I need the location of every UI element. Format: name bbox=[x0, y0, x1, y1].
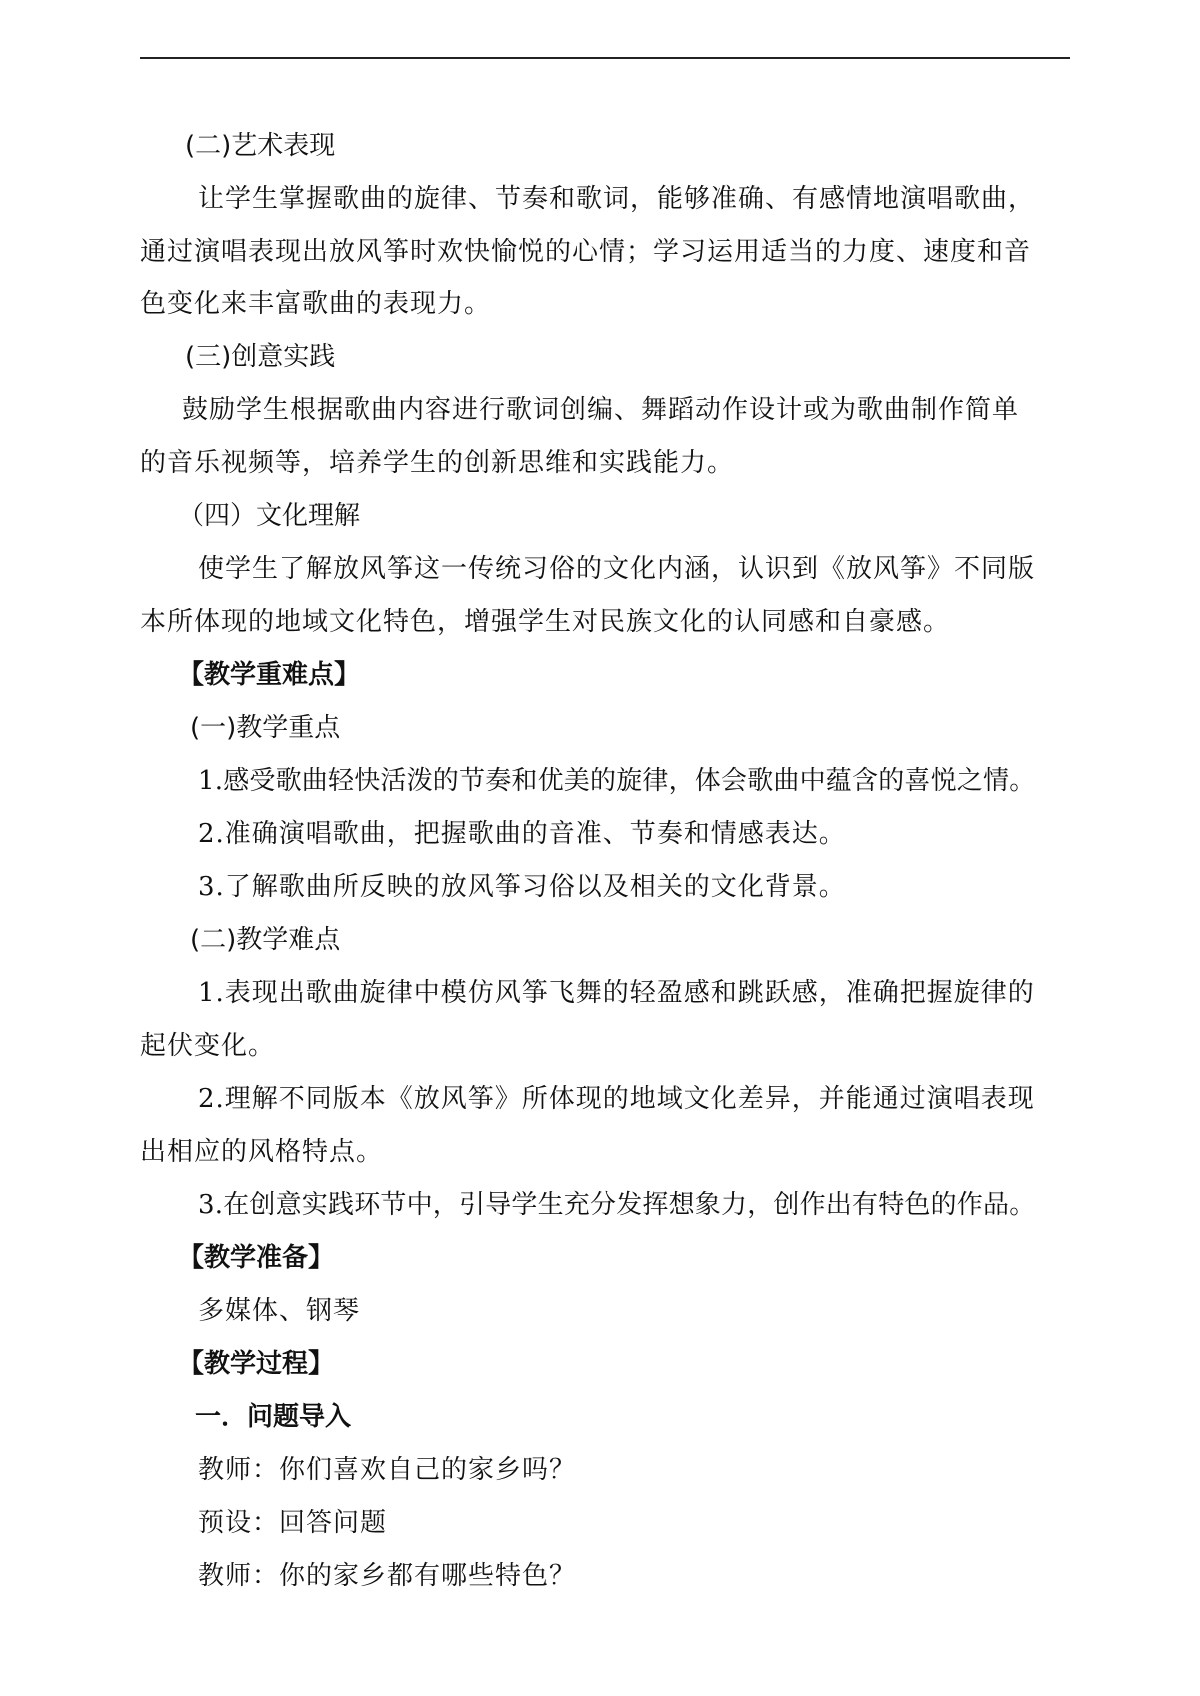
list-item: 2.准确演唱歌曲，把握歌曲的音准、节奏和情感表达。 bbox=[198, 819, 846, 849]
preparation-text: 多媒体、钢琴 bbox=[198, 1296, 361, 1326]
heading-problem-intro: 一．问题导入 bbox=[195, 1402, 352, 1432]
list-item: 1.表现出歌曲旋律中模仿风筝飞舞的轻盈感和跳跃感，准确把握旋律的 bbox=[198, 978, 1035, 1008]
paragraph-line: 的音乐视频等，培养学生的创新思维和实践能力。 bbox=[140, 448, 735, 478]
paragraph-line: 通过演唱表现出放风筝时欢快愉悦的心情；学习运用适当的力度、速度和音 bbox=[140, 237, 1032, 267]
heading-key-difficult: 【教学重难点】 bbox=[178, 660, 361, 690]
heading-process: 【教学过程】 bbox=[178, 1349, 335, 1379]
list-item: 3.在创意实践环节中，引导学生充分发挥想象力，创作出有特色的作品。 bbox=[198, 1190, 1036, 1220]
list-item: 1.感受歌曲轻快活泼的节奏和优美的旋律，体会歌曲中蕴含的喜悦之情。 bbox=[198, 766, 1036, 796]
header-rule bbox=[140, 57, 1070, 59]
paragraph-line: 色变化来丰富歌曲的表现力。 bbox=[140, 289, 492, 319]
section-heading-cultural-understanding: （四）文化理解 bbox=[178, 501, 361, 531]
list-item: 3.了解歌曲所反映的放风筝习俗以及相关的文化背景。 bbox=[198, 872, 846, 902]
paragraph-line: 本所体现的地域文化特色，增强学生对民族文化的认同感和自豪感。 bbox=[140, 607, 951, 637]
list-item: 2.理解不同版本《放风筝》所体现的地域文化差异，并能通过演唱表现 bbox=[198, 1084, 1035, 1114]
list-item-continuation: 起伏变化。 bbox=[140, 1031, 276, 1061]
dialogue-line: 教师：你的家乡都有哪些特色？ bbox=[198, 1561, 577, 1591]
subheading-key-points: (一)教学重点 bbox=[190, 713, 341, 743]
list-item-continuation: 出相应的风格特点。 bbox=[140, 1137, 384, 1167]
section-heading-art-expression: (二)艺术表现 bbox=[185, 131, 336, 161]
heading-preparation: 【教学准备】 bbox=[178, 1243, 335, 1273]
paragraph-line: 让学生掌握歌曲的旋律、节奏和歌词，能够准确、有感情地演唱歌曲， bbox=[198, 184, 1036, 214]
paragraph-line: 鼓励学生根据歌曲内容进行歌词创编、舞蹈动作设计或为歌曲制作简单 bbox=[182, 395, 1020, 425]
dialogue-line: 预设：回答问题 bbox=[198, 1508, 388, 1538]
subheading-difficult-points: (二)教学难点 bbox=[190, 925, 341, 955]
section-heading-creative-practice: (三)创意实践 bbox=[185, 342, 336, 372]
paragraph-line: 使学生了解放风筝这一传统习俗的文化内涵，认识到《放风筝》不同版 bbox=[198, 554, 1036, 584]
dialogue-line: 教师：你们喜欢自己的家乡吗？ bbox=[198, 1455, 577, 1485]
